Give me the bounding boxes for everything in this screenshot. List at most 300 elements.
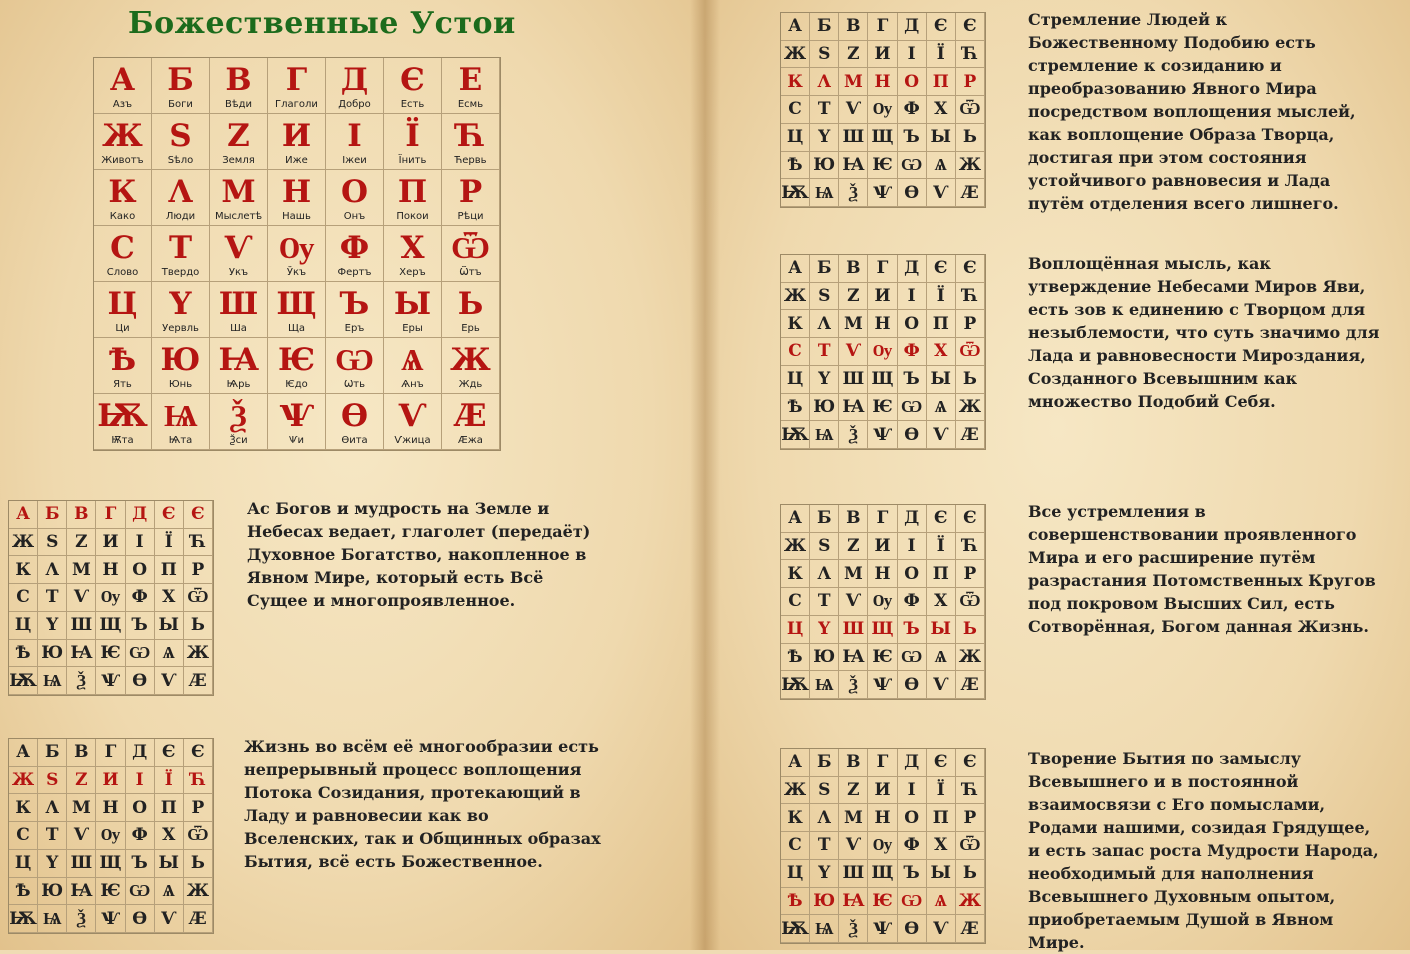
small-letter-cell: Ѵ	[839, 96, 868, 124]
small-letter-cell: Ї	[927, 41, 956, 69]
letter-name: Вѣди	[225, 99, 252, 110]
letter-cell	[152, 394, 210, 450]
small-letter-cell: М	[839, 804, 868, 832]
small-letter-cell: Ѹ	[868, 338, 897, 366]
small-letter-cell: Ѣ	[9, 640, 38, 668]
small-letter-cell: Х	[927, 832, 956, 860]
small-letter-cell: Ю	[810, 394, 839, 422]
small-letter-cell: Б	[38, 501, 67, 529]
paragraph-b6: Творение Бытия по замыслу Всевышнего и в постоянной взаимосвязи с Его помыслами, Родами нашими, созидая Грядущее, и есть запас роста Мудрости Народа, необходимый для наполнения Всевышнего Духовным опытом, приобретаемым Душой в Явном Мире.	[1028, 749, 1379, 952]
letter-glyph: І	[347, 118, 362, 154]
small-letter-cell: Ѡ	[898, 888, 927, 916]
small-letter-cell: Щ	[868, 616, 897, 644]
small-letter-cell: Ї	[927, 777, 956, 805]
letter-glyph: Ѵ	[224, 230, 253, 266]
letter-cell	[442, 58, 500, 114]
letter-cell	[268, 226, 326, 282]
small-letter-cell: Г	[96, 501, 125, 529]
small-letter-cell: П	[155, 794, 184, 822]
small-letter-cell: Ѱ	[96, 667, 125, 695]
small-letter-cell: І	[898, 777, 927, 805]
letter-name: Ўкъ	[286, 267, 307, 278]
small-letter-cell: Ѹ	[868, 588, 897, 616]
letter-glyph: Ѩ	[163, 398, 198, 434]
letter-glyph: Ѕ	[169, 118, 192, 154]
small-letter-cell: Ж	[781, 283, 810, 311]
small-letter-cell: Λ	[810, 560, 839, 588]
small-letter-cell: Р	[184, 556, 213, 584]
small-letter-cell: Д	[898, 255, 927, 283]
letter-name: Ѱи	[288, 435, 305, 446]
small-letter-cell: Ћ	[956, 283, 985, 311]
letter-glyph: И	[281, 118, 312, 154]
letter-name: Іжеи	[342, 155, 367, 166]
letter-cell	[268, 394, 326, 450]
small-letter-cell: Ѧ	[927, 644, 956, 672]
small-letter-cell: Ѡ	[898, 394, 927, 422]
letter-glyph: Х	[400, 230, 425, 266]
small-letter-cell: Ѡ	[898, 644, 927, 672]
small-letter-cell: Щ	[868, 124, 897, 152]
small-letter-cell: Λ	[810, 310, 839, 338]
small-letter-cell: Ѱ	[96, 905, 125, 933]
letter-name: Ждь	[458, 379, 483, 390]
small-letter-cell: Ꙗ	[839, 644, 868, 672]
small-letter-cell: Т	[38, 584, 67, 612]
small-letter-cell: Ы	[155, 612, 184, 640]
small-letter-cell: К	[9, 794, 38, 822]
letter-name: Ять	[113, 379, 132, 390]
small-letter-cell: Ѧ	[927, 394, 956, 422]
letter-glyph: Г	[285, 62, 308, 98]
letter-cell	[384, 394, 442, 450]
letter-name: Есть	[400, 99, 425, 110]
letter-cell	[210, 338, 268, 394]
small-letter-cell: Т	[810, 96, 839, 124]
letter-name: Животъ	[101, 155, 144, 166]
small-letter-cell: Д	[126, 501, 155, 529]
letter-cell	[94, 282, 152, 338]
small-letter-cell: Є	[927, 505, 956, 533]
small-letter-cell: С	[9, 584, 38, 612]
letter-glyph: Ш	[218, 286, 259, 322]
small-letter-cell: Ѵ	[155, 667, 184, 695]
letter-name: Онъ	[343, 211, 366, 222]
letter-cell	[94, 58, 152, 114]
small-letter-cell: Ѵ	[839, 832, 868, 860]
small-letter-cell: Щ	[868, 860, 897, 888]
letter-cell	[384, 338, 442, 394]
letter-name: Како	[109, 211, 136, 222]
paragraph-b2: Жизнь во всём её многообразии есть непрерывный процесс воплощения Потока Созидания, протекающий в Ладу и равновесии как во Вселенских, так и Общинных образах Бытия, всё есть Божественное.	[244, 737, 601, 871]
letter-name: Нашь	[282, 211, 311, 222]
paragraph-b5: Все устремления в совершенствовании проявленного Мира и его расширение путём разрастания Потомственных Кругов под покровом Высших Сил, есть Сотворённая, Богом данная Жизнь.	[1028, 502, 1376, 636]
letter-glyph: Щ	[276, 286, 317, 322]
small-letter-cell: В	[67, 501, 96, 529]
small-letter-cell: М	[839, 560, 868, 588]
alphabet-grid-b6	[780, 748, 986, 944]
letter-glyph: Ү	[169, 286, 192, 322]
small-letter-cell: Ц	[781, 124, 810, 152]
small-letter-cell: Б	[810, 13, 839, 41]
letter-name: Люди	[165, 211, 196, 222]
letter-glyph: Н	[281, 174, 312, 210]
letter-cell	[210, 170, 268, 226]
small-letter-cell: Г	[868, 13, 897, 41]
letter-glyph: П	[397, 174, 428, 210]
letter-cell	[384, 114, 442, 170]
alphabet-grid-b1	[8, 500, 214, 696]
letter-cell	[94, 338, 152, 394]
small-letter-cell: Ѭ	[781, 179, 810, 207]
small-letter-cell: Д	[898, 505, 927, 533]
small-letter-cell: Ѯ	[67, 667, 96, 695]
letter-cell	[152, 338, 210, 394]
small-letter-cell: Щ	[868, 366, 897, 394]
small-letter-cell: Б	[810, 255, 839, 283]
small-letter-cell: Щ	[96, 612, 125, 640]
small-letter-cell: К	[781, 560, 810, 588]
letter-name: Слово	[106, 267, 139, 278]
small-letter-cell: Ю	[810, 888, 839, 916]
small-letter-cell: Т	[810, 588, 839, 616]
small-letter-cell: К	[9, 556, 38, 584]
alphabet-table	[93, 57, 501, 451]
small-letter-cell: Ѭ	[781, 421, 810, 449]
small-letter-cell: О	[126, 794, 155, 822]
small-letter-cell: Ш	[839, 860, 868, 888]
small-letter-cell: Ѱ	[868, 179, 897, 207]
small-letter-cell: Ζ	[839, 283, 868, 311]
small-letter-cell: Ж	[9, 529, 38, 557]
letter-cell	[442, 282, 500, 338]
small-letter-cell: Ф	[126, 822, 155, 850]
small-letter-cell: Ѕ	[810, 533, 839, 561]
small-letter-cell: С	[781, 588, 810, 616]
small-letter-cell: І	[898, 41, 927, 69]
small-letter-cell: В	[839, 749, 868, 777]
small-letter-cell: Ш	[839, 124, 868, 152]
small-letter-cell: Ц	[781, 860, 810, 888]
letter-name: Ци	[115, 323, 130, 334]
letter-glyph: Λ	[168, 174, 193, 210]
small-letter-cell: Ж	[956, 644, 985, 672]
small-letter-cell: Х	[927, 588, 956, 616]
small-letter-cell: Б	[810, 505, 839, 533]
small-letter-cell: О	[898, 68, 927, 96]
small-letter-cell: Ы	[927, 366, 956, 394]
small-letter-cell: Н	[868, 804, 897, 832]
small-letter-cell: Т	[38, 822, 67, 850]
small-letter-cell: Ѡ	[126, 878, 155, 906]
small-letter-cell: Ж	[956, 394, 985, 422]
small-letter-cell: Ѩ	[810, 421, 839, 449]
letter-cell	[384, 58, 442, 114]
letter-glyph: Ь	[457, 286, 484, 322]
small-letter-cell: Щ	[96, 850, 125, 878]
letter-cell	[94, 394, 152, 450]
small-letter-cell: О	[898, 560, 927, 588]
letter-cell	[210, 114, 268, 170]
letter-cell	[442, 170, 500, 226]
small-letter-cell: Ъ	[898, 124, 927, 152]
small-letter-cell: Ѹ	[868, 96, 897, 124]
letter-cell	[326, 114, 384, 170]
small-letter-cell: И	[868, 41, 897, 69]
letter-name: Боги	[168, 99, 193, 110]
small-letter-cell: Ѵ	[839, 588, 868, 616]
small-letter-cell: Æ	[184, 667, 213, 695]
letter-glyph: Ю	[160, 342, 201, 378]
small-letter-cell: Æ	[956, 421, 985, 449]
small-letter-cell: С	[781, 832, 810, 860]
letter-glyph: Ї	[405, 118, 420, 154]
small-letter-cell: Є	[927, 13, 956, 41]
small-letter-cell: Є	[956, 749, 985, 777]
letter-name: Ѩта	[168, 435, 193, 446]
letter-glyph: Т	[168, 230, 193, 266]
small-letter-cell: І	[898, 283, 927, 311]
small-letter-cell: Ж	[9, 767, 38, 795]
small-letter-cell: Ъ	[898, 366, 927, 394]
letter-name: Еры	[402, 323, 423, 334]
small-letter-cell: Ш	[67, 612, 96, 640]
letter-glyph: С	[110, 230, 135, 266]
small-letter-cell: Ѕ	[38, 529, 67, 557]
letter-name: Иже	[285, 155, 308, 166]
letter-cell	[384, 226, 442, 282]
small-letter-cell: Ю	[810, 644, 839, 672]
letter-name: Уервль	[162, 323, 199, 334]
small-letter-cell: Ж	[956, 152, 985, 180]
letter-cell	[268, 170, 326, 226]
small-letter-cell: Ѵ	[67, 822, 96, 850]
letter-glyph: Б	[167, 62, 194, 98]
alphabet-grid-b3	[780, 12, 986, 208]
small-letter-cell: Б	[810, 749, 839, 777]
small-letter-cell: Ж	[184, 878, 213, 906]
small-letter-cell: Ѧ	[927, 152, 956, 180]
letter-name: Ѵжица	[394, 435, 431, 446]
letter-cell	[326, 226, 384, 282]
small-letter-cell: К	[781, 310, 810, 338]
letter-cell	[94, 170, 152, 226]
small-letter-cell: Г	[96, 739, 125, 767]
small-letter-cell: С	[781, 96, 810, 124]
small-letter-cell: Н	[868, 310, 897, 338]
letter-name: Ѧнъ	[401, 379, 424, 390]
small-letter-cell: Ћ	[184, 529, 213, 557]
small-letter-cell: Ѧ	[927, 888, 956, 916]
small-letter-cell: Ѵ	[67, 584, 96, 612]
small-letter-cell: Є	[956, 13, 985, 41]
small-letter-cell: Р	[956, 560, 985, 588]
small-letter-cell: Д	[898, 13, 927, 41]
small-letter-cell: Ж	[781, 533, 810, 561]
letter-glyph: Ъ	[339, 286, 370, 322]
letter-name: Їнить	[398, 155, 427, 166]
small-letter-cell: Є	[184, 739, 213, 767]
small-letter-cell: Є	[956, 255, 985, 283]
letter-cell	[326, 282, 384, 338]
small-letter-cell: Г	[868, 505, 897, 533]
small-letter-cell: Ы	[155, 850, 184, 878]
small-letter-cell: Ь	[956, 860, 985, 888]
small-letter-cell: Ћ	[956, 777, 985, 805]
letter-name: Ћервь	[454, 155, 487, 166]
small-letter-cell: Ж	[781, 41, 810, 69]
small-letter-cell: Ѩ	[810, 915, 839, 943]
alphabet-grid-b5	[780, 504, 986, 700]
letter-name: Мыслетѣ	[214, 211, 263, 222]
letter-name: Херъ	[399, 267, 426, 278]
small-letter-cell: Ж	[781, 777, 810, 805]
letter-name: Ща	[287, 323, 306, 334]
small-letter-cell: П	[927, 310, 956, 338]
small-letter-cell: Є	[927, 749, 956, 777]
small-letter-cell: Х	[927, 338, 956, 366]
small-letter-cell: Ү	[38, 612, 67, 640]
small-letter-cell: Г	[868, 749, 897, 777]
small-letter-cell: Λ	[38, 556, 67, 584]
small-letter-cell: Λ	[38, 794, 67, 822]
small-letter-cell: Ф	[898, 338, 927, 366]
small-letter-cell: Ѳ	[898, 915, 927, 943]
letter-cell	[152, 282, 210, 338]
letter-glyph: Є	[400, 62, 425, 98]
small-letter-cell: Ѹ	[868, 832, 897, 860]
letter-glyph: М	[221, 174, 256, 210]
small-letter-cell: Ꙗ	[839, 152, 868, 180]
small-letter-cell: Ѭ	[781, 915, 810, 943]
letter-cell	[268, 58, 326, 114]
small-letter-cell: Λ	[810, 68, 839, 96]
small-letter-cell: Ф	[898, 588, 927, 616]
small-letter-cell: Ѥ	[96, 640, 125, 668]
small-letter-cell: Н	[96, 794, 125, 822]
small-letter-cell: Ћ	[956, 41, 985, 69]
small-letter-cell: Ъ	[126, 850, 155, 878]
small-letter-cell: Р	[184, 794, 213, 822]
letter-glyph: Ζ	[227, 118, 250, 154]
small-letter-cell: Д	[898, 749, 927, 777]
small-letter-cell: Р	[956, 310, 985, 338]
small-letter-cell: Ѿ	[956, 338, 985, 366]
small-letter-cell: Ѧ	[155, 640, 184, 668]
small-letter-cell: В	[67, 739, 96, 767]
small-letter-cell: Æ	[956, 671, 985, 699]
small-letter-cell: Ѹ	[96, 584, 125, 612]
small-letter-cell: Н	[868, 68, 897, 96]
small-letter-cell: Ζ	[67, 529, 96, 557]
letter-name: Покои	[396, 211, 429, 222]
small-letter-cell: Ꙗ	[67, 640, 96, 668]
small-letter-cell: Ѕ	[810, 283, 839, 311]
letter-name: Ѯси	[229, 435, 248, 446]
small-letter-cell: Ї	[155, 767, 184, 795]
small-letter-cell: М	[839, 68, 868, 96]
letter-glyph: Ꙗ	[218, 342, 259, 378]
small-letter-cell: Ζ	[839, 533, 868, 561]
small-letter-cell: Ꙗ	[839, 888, 868, 916]
letter-glyph: Ѹ	[278, 230, 315, 266]
small-letter-cell: О	[898, 310, 927, 338]
letter-name: Твердо	[161, 267, 200, 278]
small-letter-cell: Є	[927, 255, 956, 283]
letter-cell	[326, 338, 384, 394]
letter-name: Земля	[222, 155, 255, 166]
letter-name: Укъ	[228, 267, 249, 278]
small-letter-cell: Ѩ	[38, 667, 67, 695]
small-letter-cell: І	[898, 533, 927, 561]
letter-cell	[152, 226, 210, 282]
letter-name: Ѩрь	[226, 379, 251, 390]
small-letter-cell: Ѯ	[67, 905, 96, 933]
letter-cell	[442, 114, 500, 170]
small-letter-cell: Є	[956, 505, 985, 533]
letter-glyph: О	[340, 174, 368, 210]
letter-name: Ѿтъ	[459, 267, 482, 278]
small-letter-cell: М	[67, 794, 96, 822]
small-letter-cell: І	[126, 529, 155, 557]
letter-cell	[210, 226, 268, 282]
small-letter-cell: Ꙗ	[839, 394, 868, 422]
small-letter-cell: Ѣ	[781, 644, 810, 672]
small-letter-cell: Х	[155, 822, 184, 850]
small-letter-cell: Ѥ	[868, 644, 897, 672]
small-letter-cell: Ю	[810, 152, 839, 180]
small-letter-cell: Н	[868, 560, 897, 588]
small-letter-cell: Ѯ	[839, 915, 868, 943]
letter-cell	[326, 58, 384, 114]
small-letter-cell: Є	[184, 501, 213, 529]
small-letter-cell: Ѥ	[868, 394, 897, 422]
small-letter-cell: Ѳ	[126, 905, 155, 933]
letter-cell	[210, 58, 268, 114]
small-letter-cell: Ѣ	[781, 152, 810, 180]
letter-cell	[268, 282, 326, 338]
small-letter-cell: Ѱ	[868, 671, 897, 699]
letter-glyph: А	[109, 62, 136, 98]
small-letter-cell: Ц	[781, 366, 810, 394]
small-letter-cell: Ш	[839, 616, 868, 644]
small-letter-cell: Ї	[927, 533, 956, 561]
small-letter-cell: О	[126, 556, 155, 584]
small-letter-cell: П	[155, 556, 184, 584]
small-letter-cell: Ѯ	[839, 179, 868, 207]
small-letter-cell: Ѩ	[38, 905, 67, 933]
letter-name: Рѣци	[457, 211, 484, 222]
small-letter-cell: Ѵ	[927, 671, 956, 699]
small-letter-cell: К	[781, 68, 810, 96]
small-letter-cell: Ь	[956, 616, 985, 644]
small-letter-cell: Б	[38, 739, 67, 767]
small-letter-cell: Ѱ	[868, 421, 897, 449]
letter-glyph: Ѭ	[97, 398, 148, 434]
small-letter-cell: В	[839, 505, 868, 533]
small-letter-cell: А	[781, 749, 810, 777]
small-letter-cell: Æ	[956, 179, 985, 207]
small-letter-cell: Ѹ	[96, 822, 125, 850]
small-letter-cell: М	[67, 556, 96, 584]
small-letter-cell: П	[927, 804, 956, 832]
small-letter-cell: Ѣ	[781, 888, 810, 916]
letter-glyph: Ѳ	[340, 398, 368, 434]
small-letter-cell: Æ	[184, 905, 213, 933]
letter-name: Есмь	[457, 99, 484, 110]
small-letter-cell: Ш	[67, 850, 96, 878]
small-letter-cell: Ѵ	[927, 179, 956, 207]
